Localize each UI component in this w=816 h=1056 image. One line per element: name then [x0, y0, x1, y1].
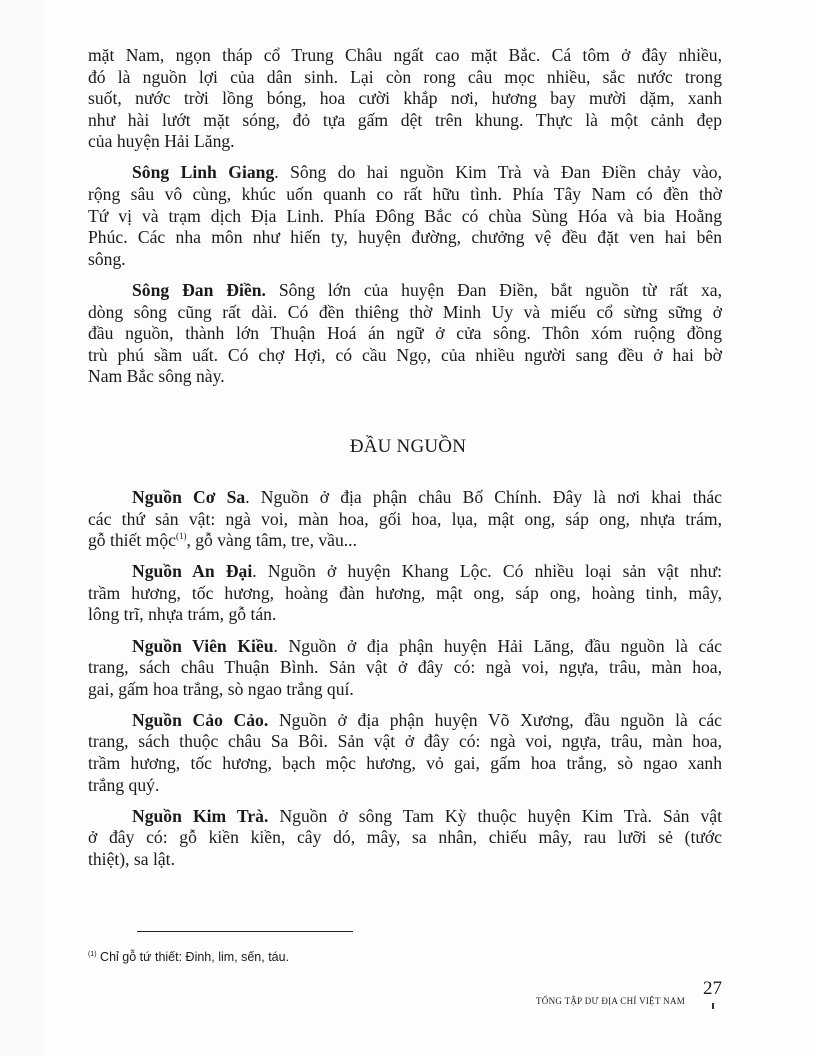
text-line: Phúc. Các nha môn như hiến ty, huyện đường, chưởng vệ đều đặt ven hai bên: [88, 227, 722, 248]
text-line: trang, sách thuộc châu Sa Bôi. Sản vật ở đây có: ngà voi, ngựa, trâu, màn hoa,: [88, 731, 722, 752]
entry-text: gỗ vàng tâm, tre, vầu...: [195, 530, 357, 551]
paragraph-song-linh-giang: [88, 162, 722, 270]
text-line: thiệt), sa lật.: [88, 848, 175, 869]
text-line: gai, gấm hoa trắng, sò ngao trắng quí.: [88, 678, 354, 699]
text-line: của huyện Hải Lăng.: [88, 131, 235, 152]
footnote: [88, 950, 289, 964]
entry-text: Nguồn ở sông Tam Kỳ thuộc huyện Kim Trà. Sản vật: [268, 805, 722, 826]
section-rivers: [88, 45, 722, 397]
paragraph-song-dan-dien: [88, 280, 722, 388]
text-line: trắng quý.: [88, 774, 160, 795]
footnote-reference[interactable]: (1): [175, 531, 187, 542]
text-line: [88, 710, 722, 732]
entry-text: Nguồn ở địa phận huyện Võ Xương, đầu nguồn là các: [268, 709, 722, 730]
running-footer-title: TỔNG TẬP DƯ ĐỊA CHÍ VIỆT NAM: [536, 996, 686, 1006]
text-line: [88, 162, 722, 184]
entry-title: Nguồn An Đại: [132, 561, 253, 582]
text-line: Tứ vị và trạm dịch Địa Linh. Phía Đông Bắc có chùa Sùng Hóa và bia Hoằng: [88, 205, 722, 226]
paragraph-nguon-vien-kieu: [88, 636, 722, 701]
scan-margin-band: [0, 0, 45, 1056]
page-number: 27: [703, 978, 722, 999]
text-line: trầm hương, tốc hương, bạch mộc hương, vỏ gai, gấm hoa trắng, sò ngao xanh: [88, 753, 722, 774]
comma: ,: [186, 530, 196, 551]
text-line: sông.: [88, 248, 126, 269]
text-line: suốt, nước trời lồng bóng, hoa cười khắp nơi, hương bay mười dặm, xanh: [88, 88, 722, 109]
text-line: dòng sông cũng rất dài. Có đền thiêng thờ Minh Uy và miếu cổ sừng sững ở: [88, 301, 722, 322]
paragraph-nguon-co-sa: [88, 487, 722, 552]
text-line: [88, 561, 722, 583]
entry-title: Nguồn Cảo Cảo.: [132, 709, 269, 730]
text-line: như hài lướt mặt sóng, đỏ tựa gấm dệt trên khung. Thực là một cảnh đẹp: [88, 109, 722, 130]
text-line: ở đây có: gỗ kiền kiền, cây dó, mây, sa nhân, chiếu mây, rau lưỡi sẻ (tước: [88, 827, 722, 848]
paragraph-nguon-an-dai: [88, 561, 722, 626]
entry-title: Sông Đan Điền.: [132, 279, 266, 300]
text-line: lông trĩ, nhựa trám, gỗ tán.: [88, 604, 277, 625]
entry-title: Nguồn Kim Trà.: [132, 805, 269, 826]
footnote-marker: (1): [88, 951, 97, 958]
paragraph-nguon-cao-cao: [88, 710, 722, 796]
text-line: rộng sâu vô cùng, khúc uốn quanh co rất hữu tình. Phía Tây Nam có đền thờ: [88, 184, 722, 205]
text-line: [88, 487, 722, 509]
entry-text: . Nguồn ở địa phận châu Bố Chính. Đây là nơi khai thác: [245, 487, 722, 507]
text-line: mặt Nam, ngọn tháp cổ Trung Châu ngất cao mặt Bắc. Cá tôm ở đây nhiều,: [88, 45, 722, 65]
text-line: trầm hương, tốc hương, hoàng đàn hương, mật ong, sáp ong, hoàng tinh, mây,: [88, 582, 722, 603]
text-line: [88, 636, 722, 658]
text-line: Nam Bắc sông này.: [88, 366, 225, 387]
entry-text: . Nguồn ở địa phận huyện Hải Lăng, đầu nguồn là các: [273, 635, 722, 656]
section-heading: ĐẦU NGUỒN: [349, 436, 467, 457]
entry-text: . Sông do hai nguồn Kim Trà và Đan Điền chảy vào,: [274, 162, 723, 183]
entry-text: . Nguồn ở huyện Khang Lộc. Có nhiều loại sản vật như:: [252, 561, 722, 582]
paragraph-nguon-kim-tra: [88, 806, 722, 871]
entry-title: Sông Linh Giang: [132, 162, 275, 183]
footnote-separator: [137, 931, 353, 932]
page-tick-mark: [712, 1003, 714, 1009]
text-line: [88, 530, 722, 552]
entry-text: gỗ thiết mộc: [88, 530, 176, 551]
text-line: trang, sách châu Thuận Bình. Sản vật ở đây có: ngà voi, ngựa, trâu, màn hoa,: [88, 657, 722, 678]
entry-title: Nguồn Viên Kiều: [132, 635, 274, 656]
text-line: đầu nguồn, thành lớn Thuận Hoá án ngữ ở cửa sông. Thôn xóm ruộng đồng: [88, 323, 722, 344]
footnote-text: Chỉ gỗ tứ thiết: Đinh, lim, sến, táu.: [100, 950, 290, 964]
text-line: đó là nguồn lợi của dân sinh. Lại còn rong câu mọc nhiều, sắc nước trong: [88, 66, 722, 87]
paragraph-hai-lang-continuation: [88, 45, 722, 153]
text-line: các thứ sản vật: ngà voi, màn hoa, gối hoa, lụa, mật ong, sáp ong, nhựa trám,: [88, 508, 722, 529]
text-line: [88, 806, 722, 828]
text-line: trù phú sầm uất. Có chợ Hợi, có cầu Ngọ, của nhiều người sang đều ở hai bờ: [88, 344, 722, 365]
section-sources: [88, 487, 722, 880]
entry-title: Nguồn Cơ Sa: [132, 487, 246, 507]
text-line: [88, 280, 722, 302]
entry-text: Sông lớn của huyện Đan Điền, bắt nguồn từ rất xa,: [265, 279, 722, 300]
